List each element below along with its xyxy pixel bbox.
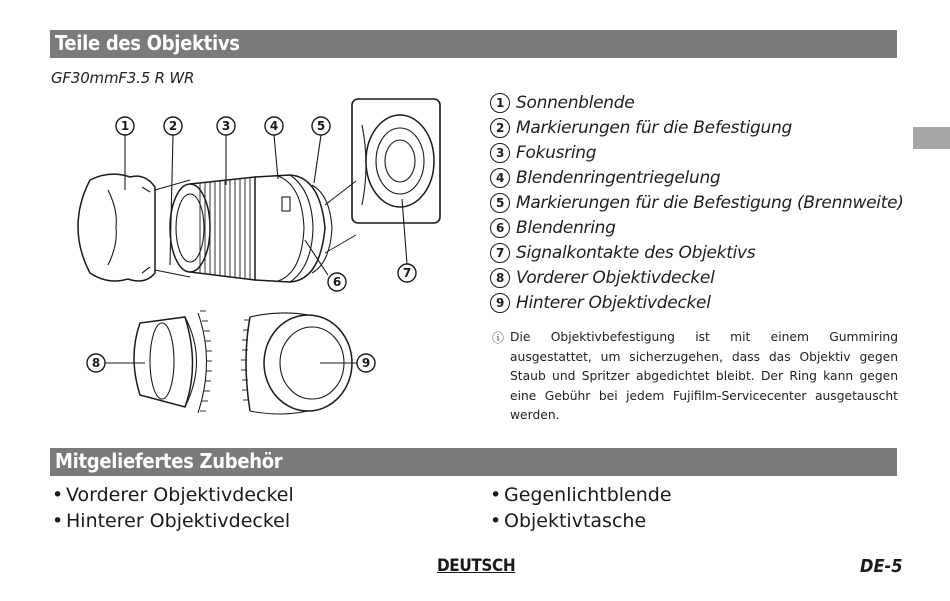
list-item: • Gegenlichtblende bbox=[490, 484, 672, 506]
list-item: • Hinterer Objektivdeckel bbox=[52, 510, 291, 532]
page-number: DE-5 bbox=[860, 556, 903, 577]
svg-text:9: 9 bbox=[361, 356, 371, 370]
list-item: • Vorderer Objektivdeckel bbox=[52, 484, 294, 506]
list-item: 6 Blendenring bbox=[490, 215, 904, 240]
footer-language: DEUTSCH bbox=[437, 556, 516, 576]
list-item: 2 Markierungen für die Befestigung bbox=[490, 115, 904, 140]
svg-text:5: 5 bbox=[316, 119, 326, 133]
svg-text:4: 4 bbox=[269, 119, 279, 133]
parts-list bbox=[490, 90, 904, 315]
list-item: 9 Hinterer Objektivdeckel bbox=[490, 290, 904, 315]
chapter-tab bbox=[913, 127, 950, 149]
model-name: GF30mmF3.5 R WR bbox=[51, 69, 195, 87]
accessories-list-left bbox=[52, 482, 294, 534]
lens-diagram bbox=[50, 95, 490, 425]
svg-text:2: 2 bbox=[168, 119, 178, 133]
svg-text:7: 7 bbox=[402, 266, 412, 280]
section-header-accessories bbox=[50, 448, 897, 476]
list-item: 3 Fokusring bbox=[490, 140, 904, 165]
list-item: 1 Sonnenblende bbox=[490, 90, 904, 115]
list-item: 8 Vorderer Objektivdeckel bbox=[490, 265, 904, 290]
accessories-list-right bbox=[490, 482, 672, 534]
list-item: 4 Blendenringentriegelung bbox=[490, 165, 904, 190]
section-title: Mitgeliefertes Zubehör bbox=[55, 449, 283, 473]
svg-text:3: 3 bbox=[221, 119, 231, 133]
svg-text:6: 6 bbox=[332, 275, 342, 289]
svg-text:8: 8 bbox=[91, 356, 101, 370]
section-title: Teile des Objektivs bbox=[55, 31, 240, 55]
list-item: 7 Signalkontakte des Objektivs bbox=[490, 240, 904, 265]
list-item: 5 Markierungen für die Befestigung (Brennweite) bbox=[490, 190, 904, 215]
list-item: • Objektivtasche bbox=[490, 510, 647, 532]
note-icon: ⓘ bbox=[492, 331, 505, 345]
section-header-parts bbox=[50, 30, 897, 58]
note-text: Die Objektivbefestigung ist mit einem Gummiring ausgestattet, um sicherzugehen, dass das Objektiv gegen Staub und Spritzer abgedichtet bleibt. Der Ring kann gegen eine Gebühr bei jedem Fujifilm-Servicecenter ausgetauscht werden. bbox=[510, 330, 898, 422]
note-block bbox=[492, 328, 898, 426]
svg-text:1: 1 bbox=[120, 119, 130, 133]
